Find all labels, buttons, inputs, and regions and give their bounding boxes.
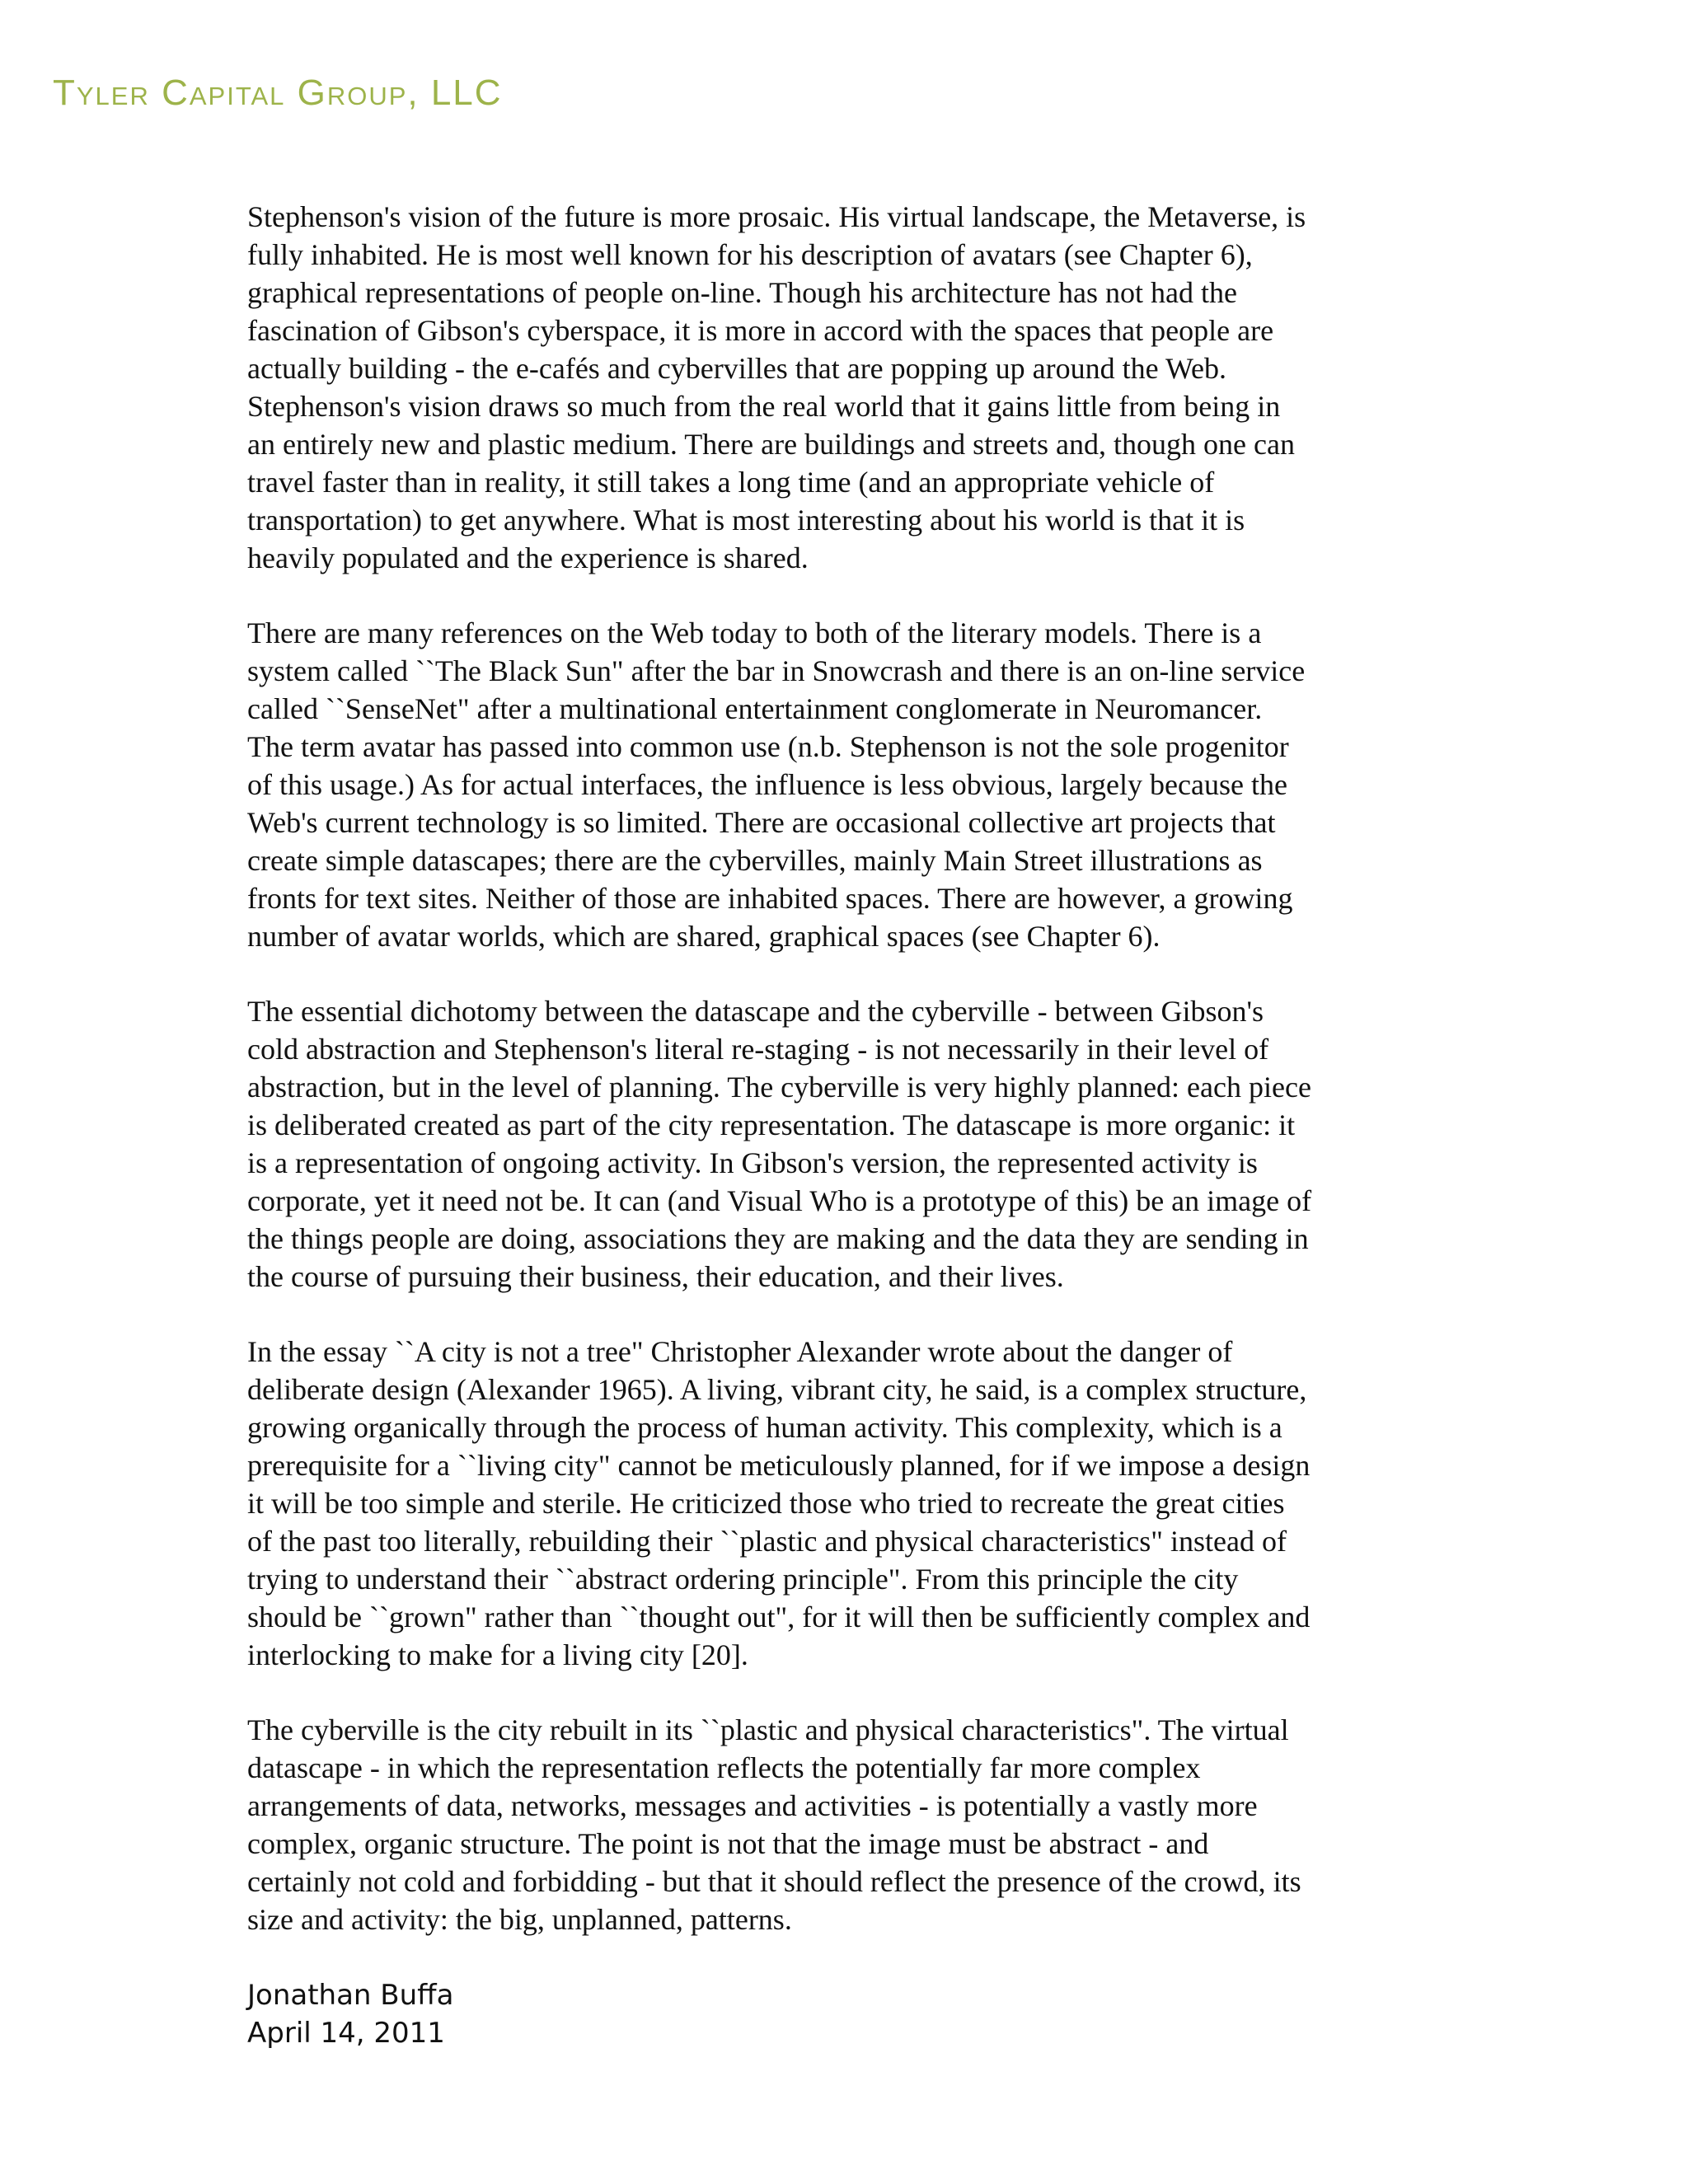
text-line: should be ``grown" rather than ``thought out", for it will then be sufficiently complex and: [247, 1601, 1311, 1633]
text-line: fronts for text sites. Neither of those are inhabited spaces. There are however, a growing: [247, 882, 1293, 915]
text-line: Stephenson's vision draws so much from the real world that it gains little from being in: [247, 390, 1281, 423]
paragraph-3: [247, 992, 1451, 1296]
text-line: datascape - in which the representation reflects the potentially far more complex: [247, 1751, 1201, 1784]
text-line: of the past too literally, rebuilding their ``plastic and physical characteristics" instead of: [247, 1525, 1287, 1558]
text-line: Web's current technology is so limited. There are occasional collective art projects that: [247, 806, 1276, 839]
author-name: Jonathan Buffa: [247, 1979, 454, 2012]
text-line: fascination of Gibson's cyberspace, it is more in accord with the spaces that people are: [247, 314, 1274, 347]
text-line: fully inhabited. He is most well known for his description of avatars (see Chapter 6),: [247, 238, 1253, 271]
text-line: graphical representations of people on-line. Though his architecture has not had the: [247, 276, 1237, 309]
text-line: deliberate design (Alexander 1965). A living, vibrant city, he said, is a complex structure,: [247, 1373, 1307, 1406]
signature-date: April 14, 2011: [247, 2017, 445, 2050]
text-line: of this usage.) As for actual interfaces, the influence is less obvious, largely because the: [247, 768, 1287, 801]
text-line: The essential dichotomy between the datascape and the cyberville - between Gibson's: [247, 995, 1264, 1028]
text-line: trying to understand their ``abstract ordering principle". From this principle the city: [247, 1563, 1239, 1596]
text-line: certainly not cold and forbidding - but that it should reflect the presence of the crowd, its: [247, 1865, 1301, 1898]
text-line: actually building - the e-cafés and cybervilles that are popping up around the Web.: [247, 352, 1227, 385]
text-line: complex, organic structure. The point is not that the image must be abstract - and: [247, 1827, 1209, 1860]
text-line: growing organically through the process of human activity. This complexity, which is a: [247, 1411, 1282, 1444]
text-line: The cyberville is the city rebuilt in its ``plastic and physical characteristics". The virtual: [247, 1713, 1289, 1746]
text-line: There are many references on the Web today to both of the literary models. There is a: [247, 616, 1262, 649]
signature-block: [247, 1976, 453, 2052]
paragraph-2: [247, 614, 1451, 955]
text-line: prerequisite for a ``living city" cannot be meticulously planned, for if we impose a design: [247, 1449, 1311, 1482]
text-line: create simple datascapes; there are the cybervilles, mainly Main Street illustrations as: [247, 844, 1263, 877]
text-line: transportation) to get anywhere. What is most interesting about his world is that it is: [247, 504, 1245, 537]
text-line: size and activity: the big, unplanned, patterns.: [247, 1903, 792, 1936]
text-line: travel faster than in reality, it still takes a long time (and an appropriate vehicle of: [247, 466, 1215, 499]
text-line: system called ``The Black Sun" after the bar in Snowcrash and there is an on-line service: [247, 654, 1306, 687]
text-line: the things people are doing, associations they are making and the data they are sending in: [247, 1222, 1309, 1255]
paragraph-1: [247, 198, 1451, 577]
text-line: number of avatar worlds, which are shared, graphical spaces (see Chapter 6).: [247, 920, 1160, 953]
text-line: is a representation of ongoing activity. In Gibson's version, the represented activity is: [247, 1146, 1258, 1179]
text-line: the course of pursuing their business, their education, and their lives.: [247, 1260, 1064, 1293]
text-line: cold abstraction and Stephenson's literal re-staging - is not necessarily in their level of: [247, 1033, 1269, 1066]
document-body: [247, 198, 1451, 1975]
text-line: In the essay ``A city is not a tree" Christopher Alexander wrote about the danger of: [247, 1335, 1233, 1368]
text-line: an entirely new and plastic medium. There are buildings and streets and, though one can: [247, 428, 1295, 461]
paragraph-5: [247, 1711, 1451, 1938]
text-line: heavily populated and the experience is shared.: [247, 541, 809, 574]
text-line: is deliberated created as part of the city representation. The datascape is more organic: it: [247, 1108, 1296, 1141]
text-line: it will be too simple and sterile. He criticized those who tried to recreate the great cities: [247, 1487, 1285, 1520]
text-line: arrangements of data, networks, messages and activities - is potentially a vastly more: [247, 1789, 1258, 1822]
text-line: abstraction, but in the level of planning. The cyberville is very highly planned: each piece: [247, 1071, 1311, 1104]
text-line: corporate, yet it need not be. It can (and Visual Who is a prototype of this) be an image of: [247, 1184, 1312, 1217]
text-line: interlocking to make for a living city [20].: [247, 1638, 748, 1671]
text-line: called ``SenseNet" after a multinational entertainment conglomerate in Neuromancer.: [247, 692, 1263, 725]
text-line: Stephenson's vision of the future is more prosaic. His virtual landscape, the Metaverse, is: [247, 200, 1306, 233]
paragraph-4: [247, 1333, 1451, 1674]
text-line: The term avatar has passed into common use (n.b. Stephenson is not the sole progenitor: [247, 730, 1289, 763]
letterhead-company-name: Tyler Capital Group, LLC: [53, 73, 503, 113]
